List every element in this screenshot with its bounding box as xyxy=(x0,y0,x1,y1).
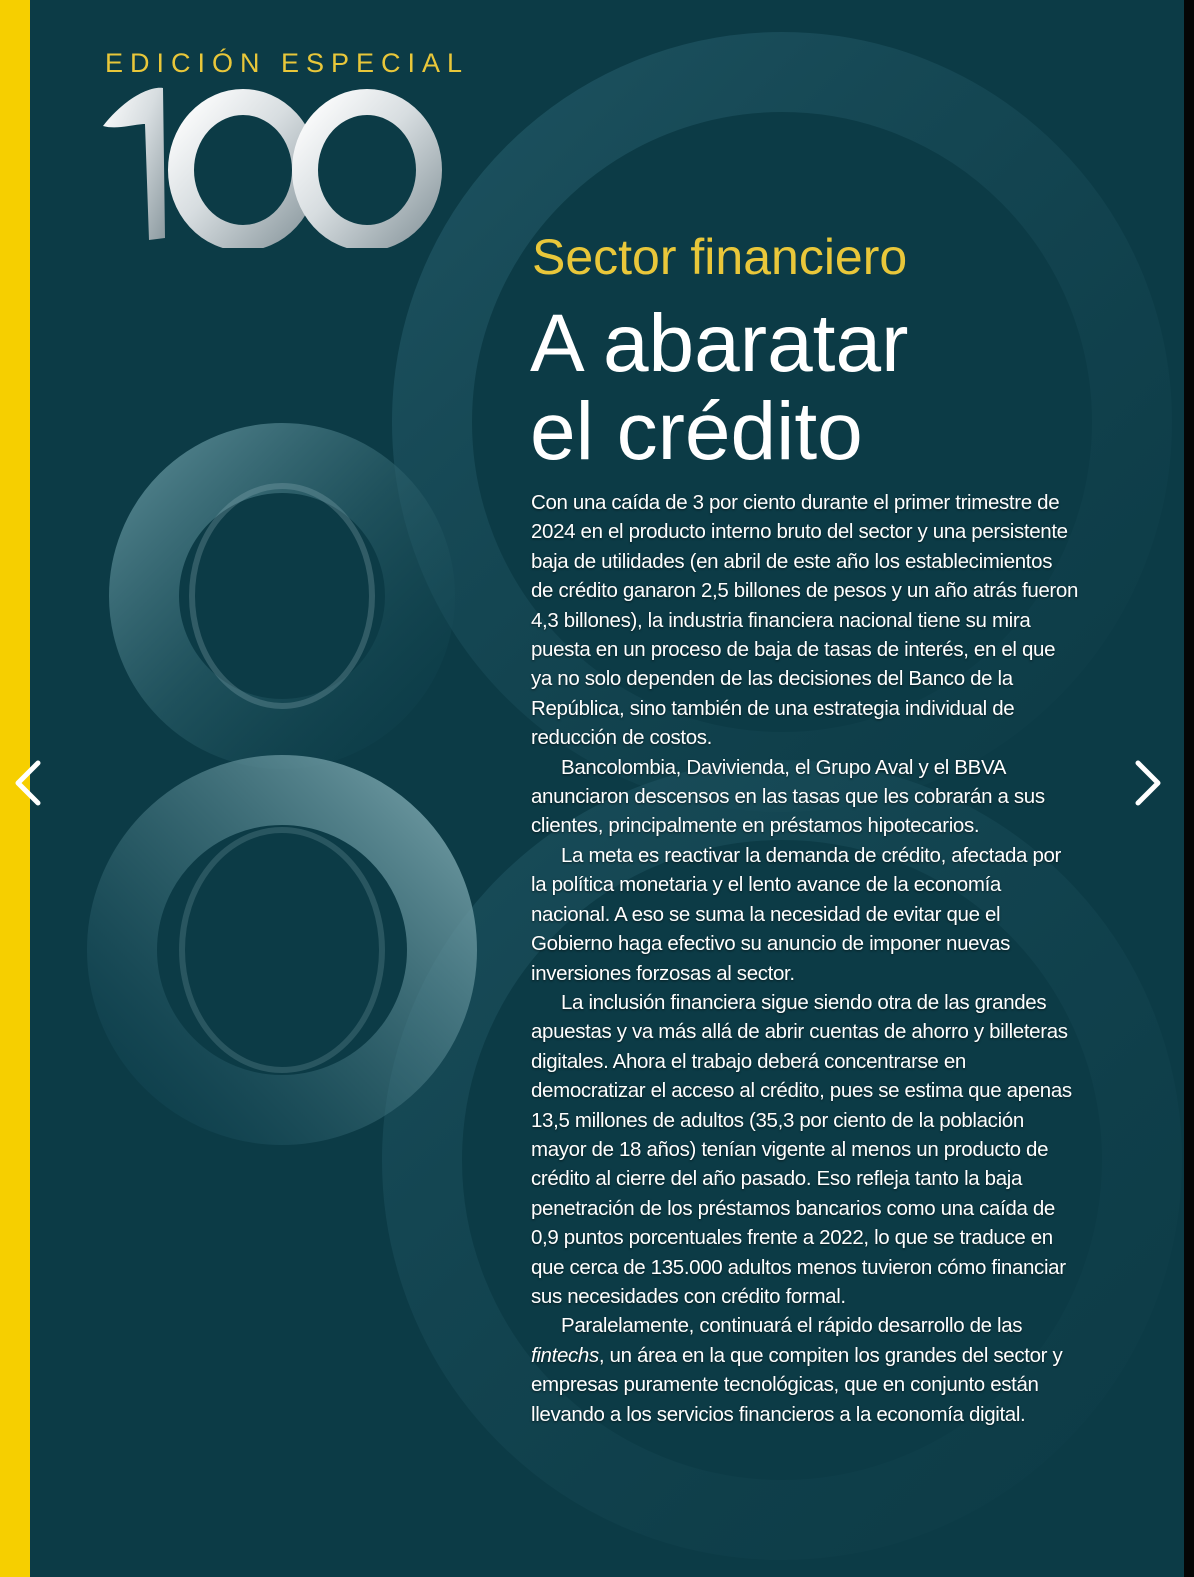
next-page-button[interactable] xyxy=(1128,758,1168,808)
article-body xyxy=(531,488,1079,1429)
paragraph-4: La inclusión financiera sigue siendo otra de las grandes apuestas y va más allá de abrir cuentas de ahorro y billeteras digitales. Ahora el trabajo deberá concentrarse en democratizar el acceso al crédito, pues se estima que apenas 13,5 millones de adultos (35,3 por ciento de la población mayor de 18 años) tenían vigente al menos un producto de crédito al cierre del año pasado. Eso refleja tanto la baja penetración de los préstamos bancarios como una caída de 0,9 puntos porcentuales frente a 2022, lo que se traduce en que cerca de 135.000 adultos menos tuvieron cómo financiar sus necesidades con crédito formal. xyxy=(531,990,1072,1308)
headline-line-2: el crédito xyxy=(530,386,863,477)
paragraph-2: Bancolombia, Davivienda, el Grupo Aval y el BBVA anunciaron descensos en las tasas que les cobrarán a sus clientes, principalmente en préstamos hipotecarios. xyxy=(531,755,1045,838)
headline-line-1: A abaratar xyxy=(530,298,909,389)
centennial-100-logo xyxy=(95,78,445,248)
chevron-left-icon xyxy=(8,758,48,808)
paragraph-5-italic: fintechs xyxy=(531,1343,599,1367)
section-label: Sector financiero xyxy=(532,229,908,285)
chevron-right-icon xyxy=(1128,758,1168,808)
paragraph-5 xyxy=(531,1311,1079,1429)
paragraph-3: La meta es reactivar la demanda de crédito, afectada por la política monetaria y el lento avance de la economía nacional. A eso se suma la necesidad de evitar que el Gobierno haga efectivo su anuncio de imponer nuevas inversiones forzosas al sector. xyxy=(531,843,1062,985)
edition-kicker: EDICIÓN ESPECIAL xyxy=(105,48,470,78)
article-headline xyxy=(530,300,1150,476)
paragraph-1: Con una caída de 3 por ciento durante el primer trimestre de 2024 en el producto interno bruto del sector y una persistente baja de utilidades (en abril de este año los establecimientos de crédito ganaron 2,5 billones de pesos y un año atrás fueron 4,3 billones), la industria financiera nacional tiene su mira puesta en un proceso de baja de tasas de interés, en el que ya no solo dependen de las decisiones del Banco de la República, sino también de una estrategia individual de reducción de costos. xyxy=(531,491,1078,750)
logo-text: 100 xyxy=(95,78,97,79)
paragraph-5-start: Paralelamente, continuará el rápido desarrollo de las xyxy=(561,1314,1023,1338)
paragraph-5-end: , un área en la que compiten los grandes del sector y empresas puramente tecnológicas, que en conjunto están llevando a los servicios financieros a la economía digital. xyxy=(531,1343,1063,1426)
previous-page-button[interactable] xyxy=(8,758,48,808)
page-edge xyxy=(1184,0,1194,1577)
